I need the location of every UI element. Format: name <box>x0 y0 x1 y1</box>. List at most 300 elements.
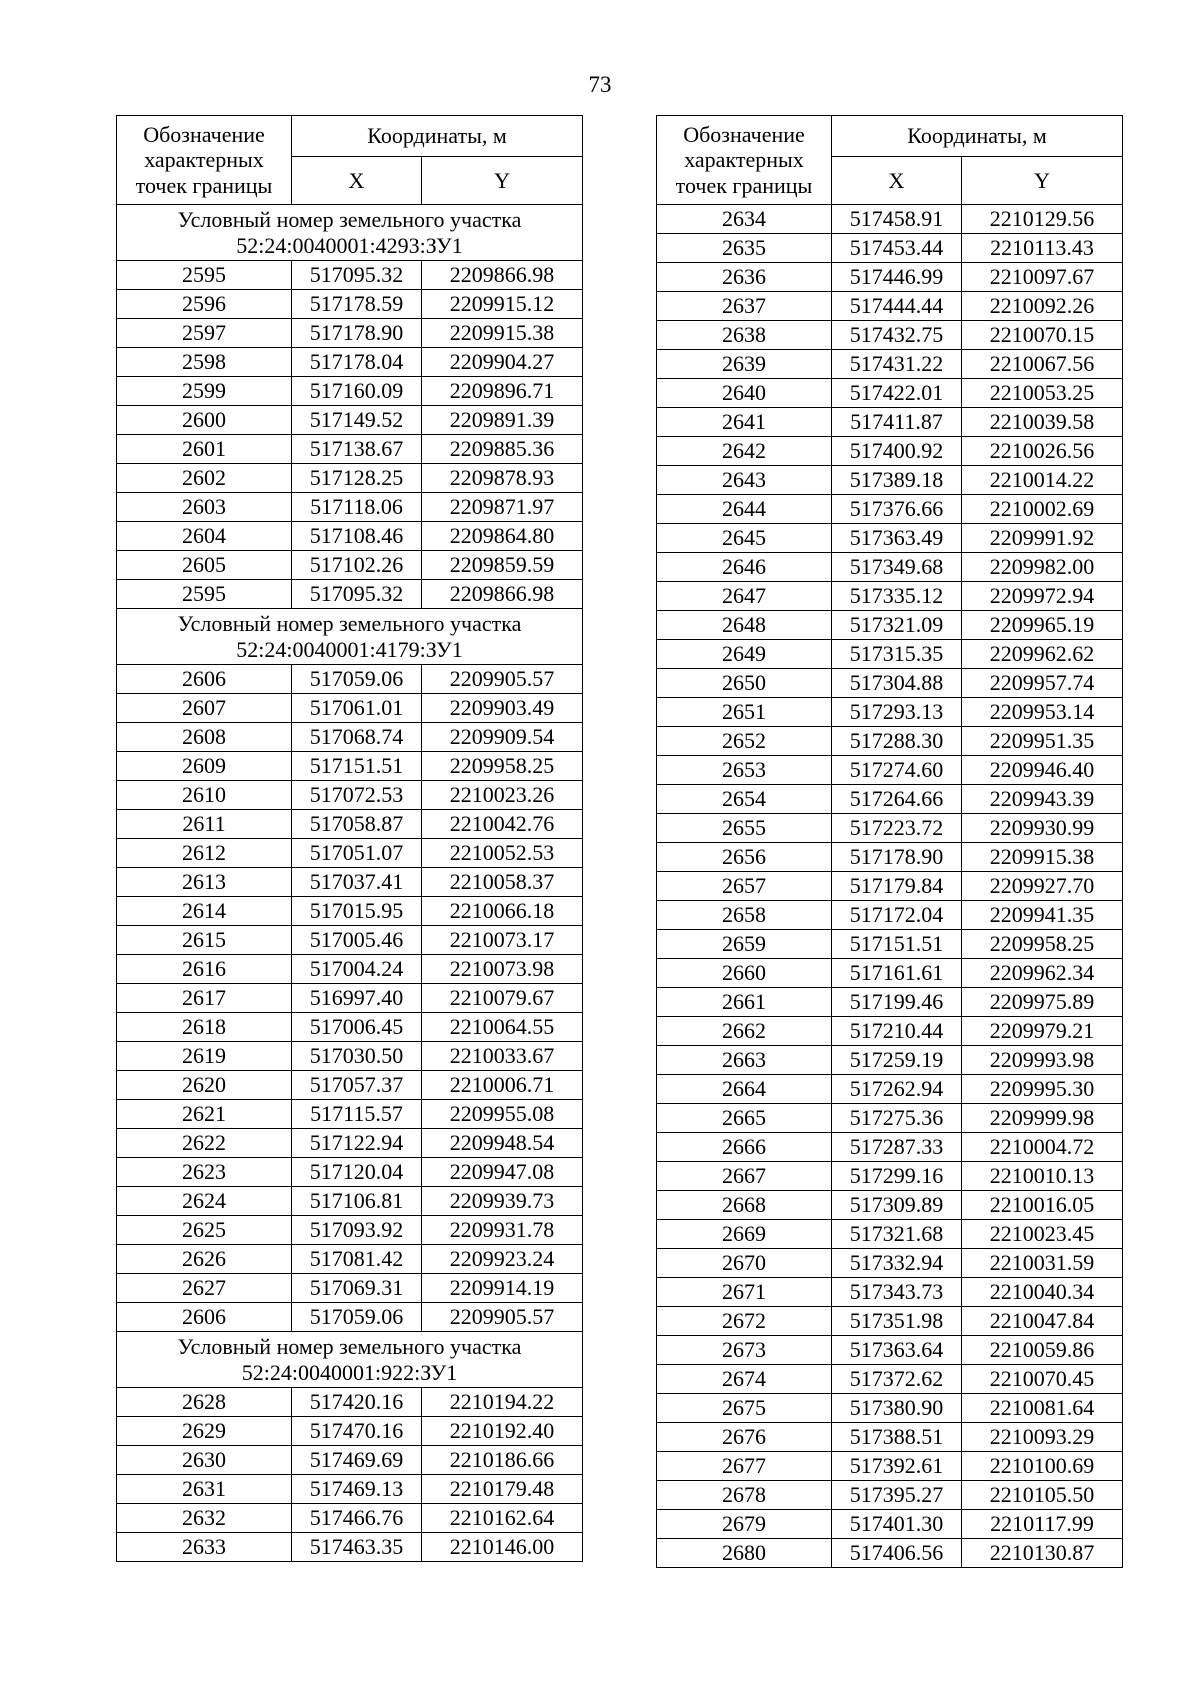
y-cell: 2210073.17 <box>422 926 583 955</box>
x-cell: 517351.98 <box>832 1307 962 1336</box>
point-cell: 2626 <box>117 1245 292 1274</box>
x-cell: 517321.68 <box>832 1220 962 1249</box>
point-cell: 2649 <box>657 640 832 669</box>
point-cell: 2665 <box>657 1104 832 1133</box>
y-cell: 2209885.36 <box>422 435 583 464</box>
point-cell: 2635 <box>657 234 832 263</box>
point-cell: 2662 <box>657 1017 832 1046</box>
point-cell: 2669 <box>657 1220 832 1249</box>
table-row <box>117 1446 583 1475</box>
x-cell: 517037.41 <box>292 868 422 897</box>
point-cell: 2674 <box>657 1365 832 1394</box>
x-cell: 517287.33 <box>832 1133 962 1162</box>
point-cell: 2618 <box>117 1013 292 1042</box>
table-row <box>657 1510 1123 1539</box>
y-cell: 2209951.35 <box>962 727 1123 756</box>
table-row <box>657 1278 1123 1307</box>
table-row <box>657 611 1123 640</box>
table-row <box>117 1475 583 1504</box>
point-cell: 2621 <box>117 1100 292 1129</box>
x-cell: 517069.31 <box>292 1274 422 1303</box>
point-cell: 2677 <box>657 1452 832 1481</box>
table-row <box>657 1220 1123 1249</box>
y-cell: 2209993.98 <box>962 1046 1123 1075</box>
table-row <box>117 1071 583 1100</box>
y-cell: 2210100.69 <box>962 1452 1123 1481</box>
y-cell: 2210058.37 <box>422 868 583 897</box>
y-cell: 2209927.70 <box>962 872 1123 901</box>
x-cell: 517372.62 <box>832 1365 962 1394</box>
point-cell: 2597 <box>117 319 292 348</box>
table-row <box>657 843 1123 872</box>
x-cell: 517469.69 <box>292 1446 422 1475</box>
point-cell: 2602 <box>117 464 292 493</box>
table-row <box>657 1162 1123 1191</box>
point-cell: 2644 <box>657 495 832 524</box>
y-cell: 2209979.21 <box>962 1017 1123 1046</box>
point-cell: 2673 <box>657 1336 832 1365</box>
table-row <box>657 1452 1123 1481</box>
point-cell: 2652 <box>657 727 832 756</box>
table-row <box>117 1187 583 1216</box>
point-cell: 2678 <box>657 1481 832 1510</box>
x-cell: 517068.74 <box>292 723 422 752</box>
parcel-number-cell: Условный номер земельного участка 52:24:0040001:4293:ЗУ1 <box>117 205 583 261</box>
point-cell: 2637 <box>657 292 832 321</box>
x-cell: 517006.45 <box>292 1013 422 1042</box>
point-cell: 2629 <box>117 1417 292 1446</box>
point-designation-header: Обозначение характерных точек границы <box>117 116 292 205</box>
x-cell: 517411.87 <box>832 408 962 437</box>
x-cell: 517095.32 <box>292 261 422 290</box>
table-row <box>657 1336 1123 1365</box>
table-row <box>657 582 1123 611</box>
point-cell: 2648 <box>657 611 832 640</box>
table-row <box>117 926 583 955</box>
point-cell: 2627 <box>117 1274 292 1303</box>
coordinates-header: Координаты, м <box>832 116 1123 157</box>
y-cell: 2209871.97 <box>422 493 583 522</box>
x-cell: 517151.51 <box>292 752 422 781</box>
table-body <box>657 205 1123 1568</box>
point-cell: 2660 <box>657 959 832 988</box>
table-row <box>117 435 583 464</box>
x-cell: 517005.46 <box>292 926 422 955</box>
y-cell: 2210073.98 <box>422 955 583 984</box>
point-cell: 2604 <box>117 522 292 551</box>
x-cell: 517151.51 <box>832 930 962 959</box>
x-cell: 517406.56 <box>832 1539 962 1568</box>
y-cell: 2210053.25 <box>962 379 1123 408</box>
x-cell: 517299.16 <box>832 1162 962 1191</box>
y-cell: 2210042.76 <box>422 810 583 839</box>
table-row <box>117 261 583 290</box>
table-row <box>117 1274 583 1303</box>
x-cell: 517446.99 <box>832 263 962 292</box>
y-cell: 2209975.89 <box>962 988 1123 1017</box>
x-cell: 517332.94 <box>832 1249 962 1278</box>
point-cell: 2633 <box>117 1533 292 1562</box>
point-cell: 2671 <box>657 1278 832 1307</box>
point-cell: 2605 <box>117 551 292 580</box>
table-row <box>117 694 583 723</box>
x-cell: 517304.88 <box>832 669 962 698</box>
y-cell: 2209982.00 <box>962 553 1123 582</box>
x-cell: 517102.26 <box>292 551 422 580</box>
table-row <box>117 897 583 926</box>
x-cell: 517420.16 <box>292 1388 422 1417</box>
table-row <box>657 466 1123 495</box>
x-cell: 517363.64 <box>832 1336 962 1365</box>
table-row <box>657 814 1123 843</box>
y-cell: 2210186.66 <box>422 1446 583 1475</box>
y-cell: 2210052.53 <box>422 839 583 868</box>
table-row <box>657 727 1123 756</box>
table-row <box>117 723 583 752</box>
y-cell: 2210146.00 <box>422 1533 583 1562</box>
x-cell: 517469.13 <box>292 1475 422 1504</box>
y-header: Y <box>962 157 1123 205</box>
point-cell: 2600 <box>117 406 292 435</box>
y-cell: 2210039.58 <box>962 408 1123 437</box>
x-cell: 517389.18 <box>832 466 962 495</box>
y-cell: 2210023.26 <box>422 781 583 810</box>
point-cell: 2598 <box>117 348 292 377</box>
point-cell: 2595 <box>117 261 292 290</box>
table-row <box>657 1481 1123 1510</box>
table-row <box>117 1504 583 1533</box>
table-row <box>657 1075 1123 1104</box>
y-cell: 2209999.98 <box>962 1104 1123 1133</box>
point-cell: 2672 <box>657 1307 832 1336</box>
table-row <box>657 669 1123 698</box>
table-row <box>117 522 583 551</box>
point-cell: 2646 <box>657 553 832 582</box>
table-row <box>657 379 1123 408</box>
y-cell: 2210047.84 <box>962 1307 1123 1336</box>
table-row <box>117 1533 583 1562</box>
y-cell: 2210113.43 <box>962 234 1123 263</box>
y-cell: 2209909.54 <box>422 723 583 752</box>
table-row <box>117 319 583 348</box>
table-row <box>117 580 583 609</box>
table-row <box>117 1388 583 1417</box>
point-cell: 2615 <box>117 926 292 955</box>
point-cell: 2603 <box>117 493 292 522</box>
table-row <box>117 955 583 984</box>
x-cell: 517309.89 <box>832 1191 962 1220</box>
y-cell: 2210033.67 <box>422 1042 583 1071</box>
point-cell: 2679 <box>657 1510 832 1539</box>
y-cell: 2209939.73 <box>422 1187 583 1216</box>
y-cell: 2210194.22 <box>422 1388 583 1417</box>
table-row <box>117 1100 583 1129</box>
point-cell: 2658 <box>657 901 832 930</box>
table-row <box>117 290 583 319</box>
y-cell: 2209878.93 <box>422 464 583 493</box>
table-row <box>117 1129 583 1158</box>
x-cell: 517030.50 <box>292 1042 422 1071</box>
x-cell: 517262.94 <box>832 1075 962 1104</box>
point-cell: 2664 <box>657 1075 832 1104</box>
coordinates-table-left <box>116 115 583 1562</box>
y-cell: 2209914.19 <box>422 1274 583 1303</box>
point-cell: 2643 <box>657 466 832 495</box>
table-row <box>117 752 583 781</box>
point-cell: 2653 <box>657 756 832 785</box>
table-row <box>117 348 583 377</box>
table-row <box>657 1046 1123 1075</box>
x-cell: 517349.68 <box>832 553 962 582</box>
point-cell: 2668 <box>657 1191 832 1220</box>
y-cell: 2210079.67 <box>422 984 583 1013</box>
y-cell: 2209905.57 <box>422 665 583 694</box>
point-cell: 2680 <box>657 1539 832 1568</box>
point-cell: 2663 <box>657 1046 832 1075</box>
x-cell: 517264.66 <box>832 785 962 814</box>
y-cell: 2209962.34 <box>962 959 1123 988</box>
x-cell: 517161.61 <box>832 959 962 988</box>
y-cell: 2209903.49 <box>422 694 583 723</box>
x-cell: 517093.92 <box>292 1216 422 1245</box>
x-cell: 517275.36 <box>832 1104 962 1133</box>
table-row <box>657 756 1123 785</box>
coordinates-header: Координаты, м <box>292 116 583 157</box>
y-cell: 2209972.94 <box>962 582 1123 611</box>
y-cell: 2210014.22 <box>962 466 1123 495</box>
table-row <box>657 350 1123 379</box>
table-row <box>117 1417 583 1446</box>
point-cell: 2655 <box>657 814 832 843</box>
x-cell: 517432.75 <box>832 321 962 350</box>
y-cell: 2210002.69 <box>962 495 1123 524</box>
x-cell: 517128.25 <box>292 464 422 493</box>
table-row <box>117 493 583 522</box>
x-cell: 517178.90 <box>832 843 962 872</box>
y-cell: 2210162.64 <box>422 1504 583 1533</box>
x-cell: 517058.87 <box>292 810 422 839</box>
point-cell: 2608 <box>117 723 292 752</box>
x-cell: 517466.76 <box>292 1504 422 1533</box>
x-header: X <box>832 157 962 205</box>
y-cell: 2210040.34 <box>962 1278 1123 1307</box>
point-cell: 2654 <box>657 785 832 814</box>
y-cell: 2210026.56 <box>962 437 1123 466</box>
y-cell: 2210081.64 <box>962 1394 1123 1423</box>
x-cell: 517178.04 <box>292 348 422 377</box>
y-cell: 2210059.86 <box>962 1336 1123 1365</box>
point-cell: 2596 <box>117 290 292 319</box>
table-row <box>657 1191 1123 1220</box>
y-cell: 2210105.50 <box>962 1481 1123 1510</box>
point-cell: 2650 <box>657 669 832 698</box>
point-cell: 2640 <box>657 379 832 408</box>
point-cell: 2625 <box>117 1216 292 1245</box>
table-row <box>657 205 1123 234</box>
point-cell: 2642 <box>657 437 832 466</box>
point-cell: 2595 <box>117 580 292 609</box>
point-cell: 2628 <box>117 1388 292 1417</box>
x-cell: 517293.13 <box>832 698 962 727</box>
y-cell: 2209995.30 <box>962 1075 1123 1104</box>
table-row <box>117 665 583 694</box>
y-cell: 2210093.29 <box>962 1423 1123 1452</box>
y-cell: 2209866.98 <box>422 261 583 290</box>
y-cell: 2209915.38 <box>962 843 1123 872</box>
x-cell: 517380.90 <box>832 1394 962 1423</box>
x-cell: 517178.59 <box>292 290 422 319</box>
table-row <box>657 321 1123 350</box>
table-row <box>117 1216 583 1245</box>
point-designation-header: Обозначение характерных точек границы <box>657 116 832 205</box>
table-body <box>117 205 583 1562</box>
point-cell: 2614 <box>117 897 292 926</box>
y-cell: 2210092.26 <box>962 292 1123 321</box>
y-cell: 2210010.13 <box>962 1162 1123 1191</box>
x-cell: 517453.44 <box>832 234 962 263</box>
y-cell: 2210129.56 <box>962 205 1123 234</box>
y-cell: 2210066.18 <box>422 897 583 926</box>
x-cell: 517172.04 <box>832 901 962 930</box>
x-cell: 517149.52 <box>292 406 422 435</box>
x-cell: 517376.66 <box>832 495 962 524</box>
x-cell: 517315.35 <box>832 640 962 669</box>
point-cell: 2656 <box>657 843 832 872</box>
point-cell: 2613 <box>117 868 292 897</box>
point-cell: 2638 <box>657 321 832 350</box>
y-cell: 2210097.67 <box>962 263 1123 292</box>
coordinates-table-right <box>656 115 1123 1568</box>
x-cell: 517015.95 <box>292 897 422 926</box>
point-cell: 2617 <box>117 984 292 1013</box>
y-cell: 2210006.71 <box>422 1071 583 1100</box>
x-cell: 516997.40 <box>292 984 422 1013</box>
table-row <box>657 1423 1123 1452</box>
x-cell: 517288.30 <box>832 727 962 756</box>
table-row <box>117 839 583 868</box>
point-cell: 2610 <box>117 781 292 810</box>
y-cell: 2210179.48 <box>422 1475 583 1504</box>
point-cell: 2606 <box>117 665 292 694</box>
table-row <box>117 1245 583 1274</box>
x-cell: 517179.84 <box>832 872 962 901</box>
y-cell: 2209859.59 <box>422 551 583 580</box>
x-cell: 517223.72 <box>832 814 962 843</box>
y-cell: 2209915.12 <box>422 290 583 319</box>
x-cell: 517138.67 <box>292 435 422 464</box>
point-cell: 2630 <box>117 1446 292 1475</box>
y-cell: 2210130.87 <box>962 1539 1123 1568</box>
table-row <box>117 781 583 810</box>
table-row <box>657 524 1123 553</box>
table-row <box>657 1365 1123 1394</box>
point-cell: 2622 <box>117 1129 292 1158</box>
point-cell: 2645 <box>657 524 832 553</box>
x-cell: 517160.09 <box>292 377 422 406</box>
y-cell: 2209948.54 <box>422 1129 583 1158</box>
table-row <box>117 1158 583 1187</box>
x-cell: 517057.37 <box>292 1071 422 1100</box>
x-cell: 517274.60 <box>832 756 962 785</box>
y-cell: 2209896.71 <box>422 377 583 406</box>
y-cell: 2209891.39 <box>422 406 583 435</box>
section-row <box>117 609 583 665</box>
y-cell: 2209957.74 <box>962 669 1123 698</box>
y-cell: 2210192.40 <box>422 1417 583 1446</box>
x-cell: 517463.35 <box>292 1533 422 1562</box>
y-cell: 2209962.62 <box>962 640 1123 669</box>
x-cell: 517458.91 <box>832 205 962 234</box>
point-cell: 2661 <box>657 988 832 1017</box>
table-row <box>117 406 583 435</box>
x-cell: 517321.09 <box>832 611 962 640</box>
y-cell: 2209923.24 <box>422 1245 583 1274</box>
x-cell: 517392.61 <box>832 1452 962 1481</box>
table-row <box>657 234 1123 263</box>
section-row <box>117 205 583 261</box>
table-row <box>657 901 1123 930</box>
y-cell: 2209866.98 <box>422 580 583 609</box>
point-cell: 2641 <box>657 408 832 437</box>
point-cell: 2620 <box>117 1071 292 1100</box>
x-cell: 517444.44 <box>832 292 962 321</box>
x-cell: 517118.06 <box>292 493 422 522</box>
x-cell: 517343.73 <box>832 1278 962 1307</box>
x-cell: 517395.27 <box>832 1481 962 1510</box>
point-cell: 2607 <box>117 694 292 723</box>
point-cell: 2657 <box>657 872 832 901</box>
x-cell: 517115.57 <box>292 1100 422 1129</box>
point-cell: 2651 <box>657 698 832 727</box>
x-cell: 517210.44 <box>832 1017 962 1046</box>
y-cell: 2209941.35 <box>962 901 1123 930</box>
table-row <box>117 1013 583 1042</box>
point-cell: 2619 <box>117 1042 292 1071</box>
x-cell: 517335.12 <box>832 582 962 611</box>
point-cell: 2599 <box>117 377 292 406</box>
y-cell: 2210004.72 <box>962 1133 1123 1162</box>
y-cell: 2209904.27 <box>422 348 583 377</box>
point-cell: 2670 <box>657 1249 832 1278</box>
x-cell: 517400.92 <box>832 437 962 466</box>
y-cell: 2209958.25 <box>422 752 583 781</box>
table-row <box>657 553 1123 582</box>
x-cell: 517431.22 <box>832 350 962 379</box>
y-cell: 2209930.99 <box>962 814 1123 843</box>
point-cell: 2676 <box>657 1423 832 1452</box>
y-cell: 2209965.19 <box>962 611 1123 640</box>
x-header: X <box>292 157 422 205</box>
table-row <box>657 785 1123 814</box>
table-row <box>657 408 1123 437</box>
x-cell: 517178.90 <box>292 319 422 348</box>
x-cell: 517059.06 <box>292 1303 422 1332</box>
table-row <box>657 437 1123 466</box>
point-cell: 2606 <box>117 1303 292 1332</box>
table-row <box>117 868 583 897</box>
point-cell: 2601 <box>117 435 292 464</box>
point-cell: 2647 <box>657 582 832 611</box>
x-cell: 517108.46 <box>292 522 422 551</box>
table-row <box>657 1133 1123 1162</box>
table-row <box>657 1104 1123 1133</box>
y-cell: 2210023.45 <box>962 1220 1123 1249</box>
x-cell: 517363.49 <box>832 524 962 553</box>
y-cell: 2209931.78 <box>422 1216 583 1245</box>
x-cell: 517470.16 <box>292 1417 422 1446</box>
table-row <box>117 984 583 1013</box>
table-row <box>657 1307 1123 1336</box>
